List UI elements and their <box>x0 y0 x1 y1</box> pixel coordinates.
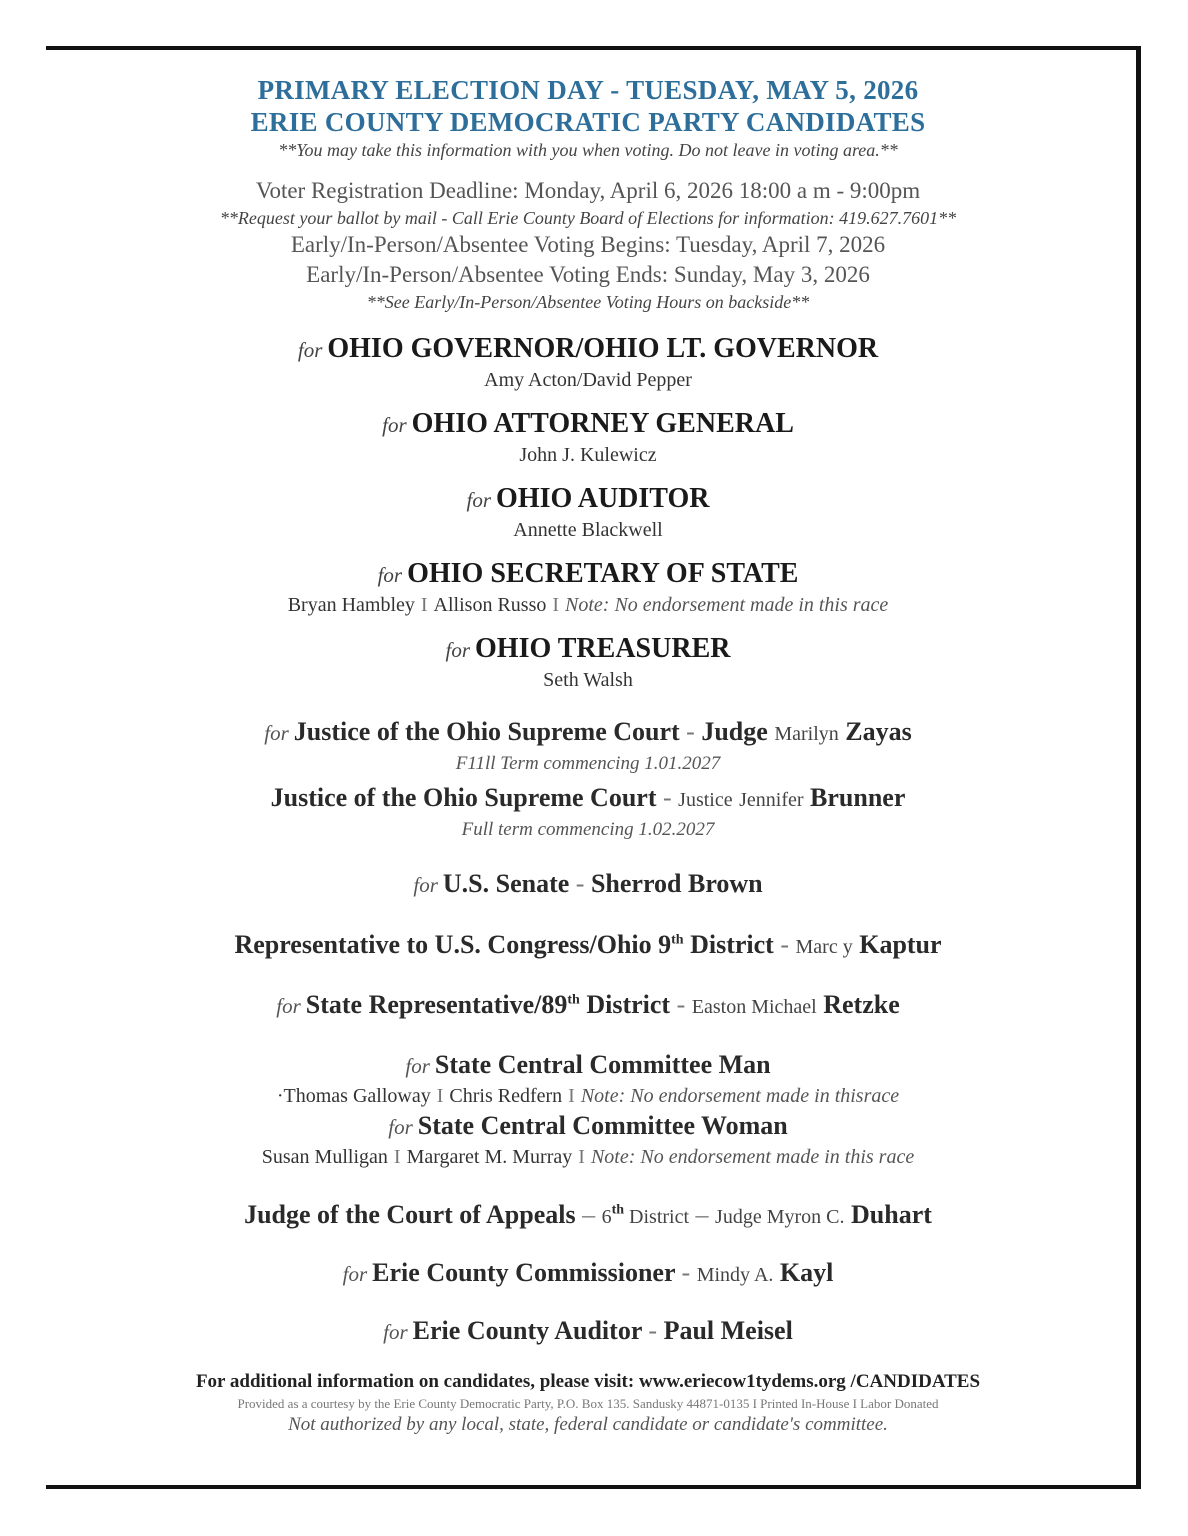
early-voting-ends: Early/In-Person/Absentee Voting Ends: Sunday, May 3, 2026 <box>306 262 870 287</box>
no-endorsement-note: Note: No endorsement made in this race <box>565 594 889 616</box>
separator-bar: I <box>420 594 428 616</box>
candidates-central-committee-man <box>60 1083 1116 1109</box>
candidate-name: Margaret M. Murray <box>406 1146 573 1168</box>
race-state-representative <box>60 988 1116 1024</box>
candidate-first-name: Marc y <box>795 936 853 958</box>
no-endorsement-note: Note: No endorsement made in this race <box>590 1146 915 1168</box>
candidate-last-name: Zayas <box>845 717 912 746</box>
ordinal-suffix: th <box>567 992 580 1008</box>
office-suffix: District <box>579 990 671 1019</box>
candidate-last-name: Brunner <box>810 783 906 812</box>
office-name: OHIO GOVERNOR/OHIO LT. GOVERNOR <box>327 333 879 364</box>
office-name: State Central Committee Woman <box>417 1111 788 1140</box>
dash: - <box>575 869 585 898</box>
header-title-1: PRIMARY ELECTION DAY - TUESDAY, MAY 5, 2026 <box>257 75 919 105</box>
footer-courtesy: Provided as a courtesy by the Erie County Democratic Party, P.O. Box 135. Sandusky 44871-0135 I Printed In-House I Labor Donated <box>237 1396 939 1411</box>
office-name: State Central Committee Man <box>434 1050 771 1079</box>
header-note: **You may take this information with you when voting. Do not leave in voting area.** <box>278 140 898 160</box>
race-central-committee-man <box>60 1048 1116 1083</box>
race-us-congress <box>60 928 1116 964</box>
race-us-senate <box>60 867 1116 902</box>
race-county-commissioner <box>60 1256 1116 1292</box>
candidate-attorney-general: John J. Kulewicz <box>519 444 657 466</box>
early-voting-begins: Early/In-Person/Absentee Voting Begins: Tuesday, April 7, 2026 <box>290 232 886 257</box>
office-name: Representative to U.S. Congress/Ohio 9 <box>234 930 672 959</box>
for-label: for <box>382 413 407 437</box>
office-name: OHIO SECRETARY OF STATE <box>407 558 799 589</box>
race-attorney-general <box>60 407 1116 442</box>
term-note-1: F11ll Term commencing 1.01.2027 <box>455 753 721 774</box>
office-name: U.S. Senate <box>442 869 570 898</box>
candidate-last-name: Kayl <box>779 1258 834 1287</box>
footer-disclaimer: Not authorized by any local, state, federal candidate or candidate's committee. <box>288 1414 888 1435</box>
dash: - <box>780 930 790 959</box>
office-suffix: District <box>683 930 774 959</box>
for-label: for <box>466 488 492 512</box>
candidate-name: Bryan Hambley <box>287 594 415 616</box>
judge-title: Judge <box>701 717 768 746</box>
office-name: OHIO ATTORNEY GENERAL <box>411 408 794 439</box>
header-title-2: ERIE COUNTY DEMOCRATIC PARTY CANDIDATES <box>250 107 926 137</box>
candidate-first-name: Marilyn <box>774 723 839 745</box>
race-supreme-court-1 <box>60 715 1116 751</box>
separator-bar: I <box>393 1146 401 1168</box>
dash: - <box>686 717 695 746</box>
for-label: for <box>297 338 323 362</box>
race-central-committee-woman <box>60 1109 1116 1144</box>
office-name: Justice of the Ohio Supreme Court <box>293 717 680 746</box>
dash: - <box>676 990 686 1019</box>
for-label: for <box>264 721 289 745</box>
candidate-first-name: Jennifer <box>739 789 804 811</box>
office-name: State Representative/89 <box>305 990 568 1019</box>
office-name: Erie County Auditor <box>412 1316 642 1345</box>
race-governor <box>60 332 1116 367</box>
candidate-first-name: Easton Michael <box>691 996 817 1018</box>
dash: - <box>681 1258 691 1287</box>
race-treasurer <box>60 632 1116 667</box>
race-court-of-appeals <box>60 1198 1116 1234</box>
for-label: for <box>377 563 403 587</box>
race-secretary-of-state <box>60 557 1116 592</box>
for-label: for <box>445 638 471 662</box>
dash: – <box>582 1200 596 1229</box>
candidate-first-name: Mindy A. <box>696 1264 774 1286</box>
candidate-last-name: Kaptur <box>859 930 942 959</box>
candidate-last-name: Retzke <box>823 990 900 1019</box>
office-name: Judge of the Court of Appeals <box>244 1200 576 1229</box>
for-label: for <box>388 1115 413 1139</box>
for-label: for <box>276 994 301 1018</box>
office-name: Justice of the Ohio Supreme Court <box>270 783 657 812</box>
race-auditor <box>60 482 1116 517</box>
hours-note: **See Early/In-Person/Absentee Voting Hours on backside** <box>366 292 810 312</box>
ordinal-suffix: th <box>671 932 684 948</box>
dash: - <box>648 1316 658 1345</box>
candidate-name: ·Thomas Galloway <box>276 1085 431 1107</box>
ballot-request-note: **Request your ballot by mail - Call Erie County Board of Elections for information: 419.627.7601** <box>219 208 957 228</box>
dash: – <box>695 1200 709 1229</box>
candidate-first-name: Judge Myron C. <box>715 1206 845 1228</box>
registration-deadline: Voter Registration Deadline: Monday, April 6, 2026 18:00 a m - 9:00pm <box>255 178 921 203</box>
candidate-last-name: Duhart <box>851 1200 932 1229</box>
candidate-governor: Amy Acton/David Pepper <box>484 369 692 391</box>
candidate-auditor: Annette Blackwell <box>513 519 663 541</box>
for-label: for <box>405 1054 430 1078</box>
for-label: for <box>383 1320 408 1344</box>
candidate-name: Sherrod Brown <box>590 869 763 898</box>
candidate-treasurer: Seth Walsh <box>543 669 633 691</box>
candidates-central-committee-woman <box>60 1144 1116 1170</box>
candidates-secretary-of-state <box>60 592 1116 618</box>
candidate-name: Chris Redfern <box>449 1085 563 1107</box>
race-supreme-court-2 <box>60 781 1116 817</box>
footer-info: For additional information on candidates, please visit: www.eriecow1tydems.org /CANDIDATES <box>195 1371 981 1392</box>
candidate-name: Susan Mulligan <box>261 1146 388 1168</box>
ordinal-suffix: th <box>611 1202 625 1218</box>
no-endorsement-note: Note: No endorsement made in thisrace <box>580 1085 900 1107</box>
office-name: OHIO AUDITOR <box>496 483 710 514</box>
candidate-name: Paul Meisel <box>663 1316 793 1345</box>
term-note-2: Full term commencing 1.02.2027 <box>461 819 715 840</box>
candidate-name: Allison Russo <box>433 594 547 616</box>
office-name: Erie County Commissioner <box>372 1258 676 1287</box>
judge-title: Justice <box>678 789 733 811</box>
separator-bar: I <box>568 1085 575 1107</box>
office-suffix: District <box>624 1206 690 1228</box>
district-number: 6 <box>601 1206 612 1228</box>
for-label: for <box>342 1262 368 1286</box>
for-label: for <box>413 873 438 897</box>
flyer-content <box>60 74 1116 1437</box>
office-name: OHIO TREASURER <box>475 633 731 664</box>
race-county-auditor <box>60 1314 1116 1349</box>
separator-bar: I <box>552 594 560 616</box>
separator-bar: I <box>436 1085 444 1107</box>
separator-bar: I <box>578 1146 585 1168</box>
dash: - <box>663 783 672 812</box>
